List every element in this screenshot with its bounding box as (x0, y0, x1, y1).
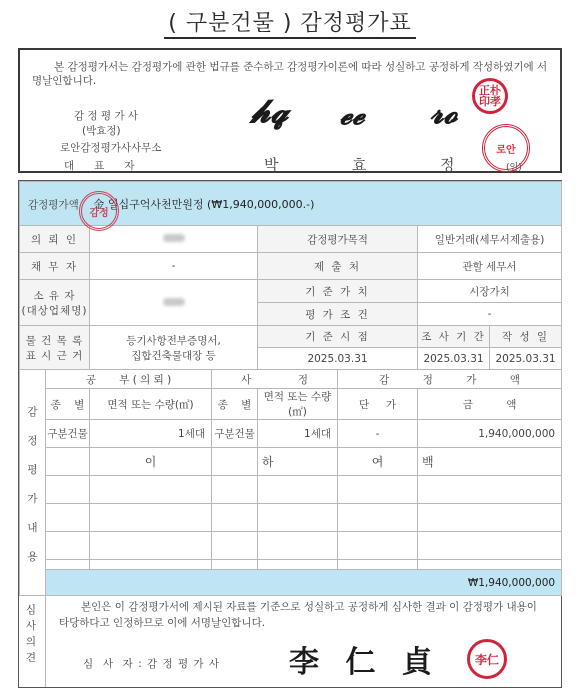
row1-kind2: 구분건물 (212, 420, 258, 448)
statement-text: 본 감정평가서는 감정평가에 관한 법규를 준수하고 감정평가이론에 따라 성실하고 공정하게 작성하였기에 서명날인합니다. (32, 61, 548, 87)
appraiser-role: 감 정 평 가 사 (74, 110, 139, 122)
seal-mark-label: (인) (506, 163, 522, 173)
signature-stroke-1: 𝓱𝓺 (250, 92, 289, 130)
basis-value: 시장가치 (418, 280, 562, 303)
row1-unit: - (338, 420, 418, 448)
reviewer-label: 심 사 자 : 감 정 평 가 사 (83, 658, 221, 670)
valuation-amount: 金 일십구억사천만원정 (₩1,940,000,000.-) (93, 197, 315, 211)
end-mark-1: 이 (90, 448, 212, 476)
evaluation-table-box (18, 180, 562, 688)
review-text: 본인은 이 감정평가서에 제시된 자료를 기준으로 성실하고 공정하게 심사한 결과 이 감정평가 내용이 타당하다고 인정하므로 이에 서명날인합니다. (59, 601, 537, 629)
debtor-label: 채 무 자 (20, 253, 90, 280)
signature-stroke-3: 𝓻𝓸 (430, 96, 458, 131)
col-kind2-header: 종 별 (212, 389, 258, 420)
group-public-header: 공 부 ( 의 뢰 ) (46, 370, 212, 389)
review-section (19, 581, 561, 687)
group-price-header: 감 정 가 액 (338, 370, 562, 389)
appraiser-name: (박효정) (82, 125, 121, 137)
client-value (90, 226, 258, 253)
reviewer-seal-icon: 李仁 (467, 639, 507, 679)
rep-name-char-1: 박 (264, 156, 279, 174)
written-date-label: 작 성 일 (490, 326, 562, 348)
office-seal-icon: 로안 (482, 124, 530, 172)
page-title: ( 구분건물 ) 감정평가표 (0, 6, 580, 37)
rep-name-char-3: 정 (440, 156, 455, 174)
col-area1-header: 면적 또는 수량(㎡) (90, 389, 212, 420)
appraiser-office: 로안감정평가사사무소 (60, 142, 162, 154)
written-date: 2025.03.31 (490, 348, 562, 370)
objects-value: 등기사항전부증명서, 집합건축물대장 등 (90, 326, 258, 370)
representative-label: 대 표 자 (64, 160, 135, 172)
base-date: 2025.03.31 (258, 348, 418, 370)
appraiser-statement-box (18, 48, 562, 173)
row1-amount: 1,940,000,000 (418, 420, 562, 448)
group-actual-header: 사 정 (212, 370, 338, 389)
end-mark-3: 여 (338, 448, 418, 476)
row1-kind1: 구분건물 (46, 420, 90, 448)
detail-side-label: 감 정 평 가 내 용 (20, 370, 46, 596)
col-amount-header: 금 액 (418, 389, 562, 420)
col-kind1-header: 종 별 (46, 389, 90, 420)
table-row (20, 420, 562, 448)
objects-label: 물 건 목 록 표 시 근 거 (20, 326, 90, 370)
rep-name-char-2: 효 (352, 156, 367, 174)
conditions-value: - (418, 303, 562, 326)
submit-value: 관할 세무서 (418, 253, 562, 280)
survey-period: 2025.03.31 (418, 348, 490, 370)
basis-value-label: 기 준 가 치 (258, 280, 418, 303)
row1-area2: 1세대 (258, 420, 338, 448)
row1-area1: 1세대 (90, 420, 212, 448)
col-area2-header: 면적 또는 수량(㎡) (258, 389, 338, 420)
owner-label: 소 유 자 (대상업체명) (20, 280, 90, 326)
survey-period-label: 조 사 기 간 (418, 326, 490, 348)
col-unit-header: 단 가 (338, 389, 418, 420)
client-label: 의 뢰 인 (20, 226, 90, 253)
base-date-label: 기 준 시 점 (258, 326, 418, 348)
debtor-value: - (90, 253, 258, 280)
end-mark-4: 백 (418, 448, 562, 476)
purpose-value: 일반거래(세무서제출용) (418, 226, 562, 253)
valuation-seal-icon: 감정 (79, 191, 119, 231)
total-amount: ₩1,940,000,000 (46, 570, 562, 596)
submit-label: 제 출 처 (258, 253, 418, 280)
review-side-label: 심 사 의 견 (19, 581, 46, 687)
end-mark-2: 하 (258, 448, 338, 476)
valuation-label: 감정평가액 (28, 198, 79, 211)
evaluation-table (19, 181, 562, 596)
purpose-label: 감정평가목적 (258, 226, 418, 253)
seal-stamp-icon: 正朴 印孝 (472, 78, 508, 114)
reviewer-signature: 李 仁 貞 (289, 645, 440, 680)
signature-stroke-2: 𝓮𝓮 (340, 98, 365, 131)
owner-value (90, 280, 258, 326)
conditions-label: 평 가 조 건 (258, 303, 418, 326)
